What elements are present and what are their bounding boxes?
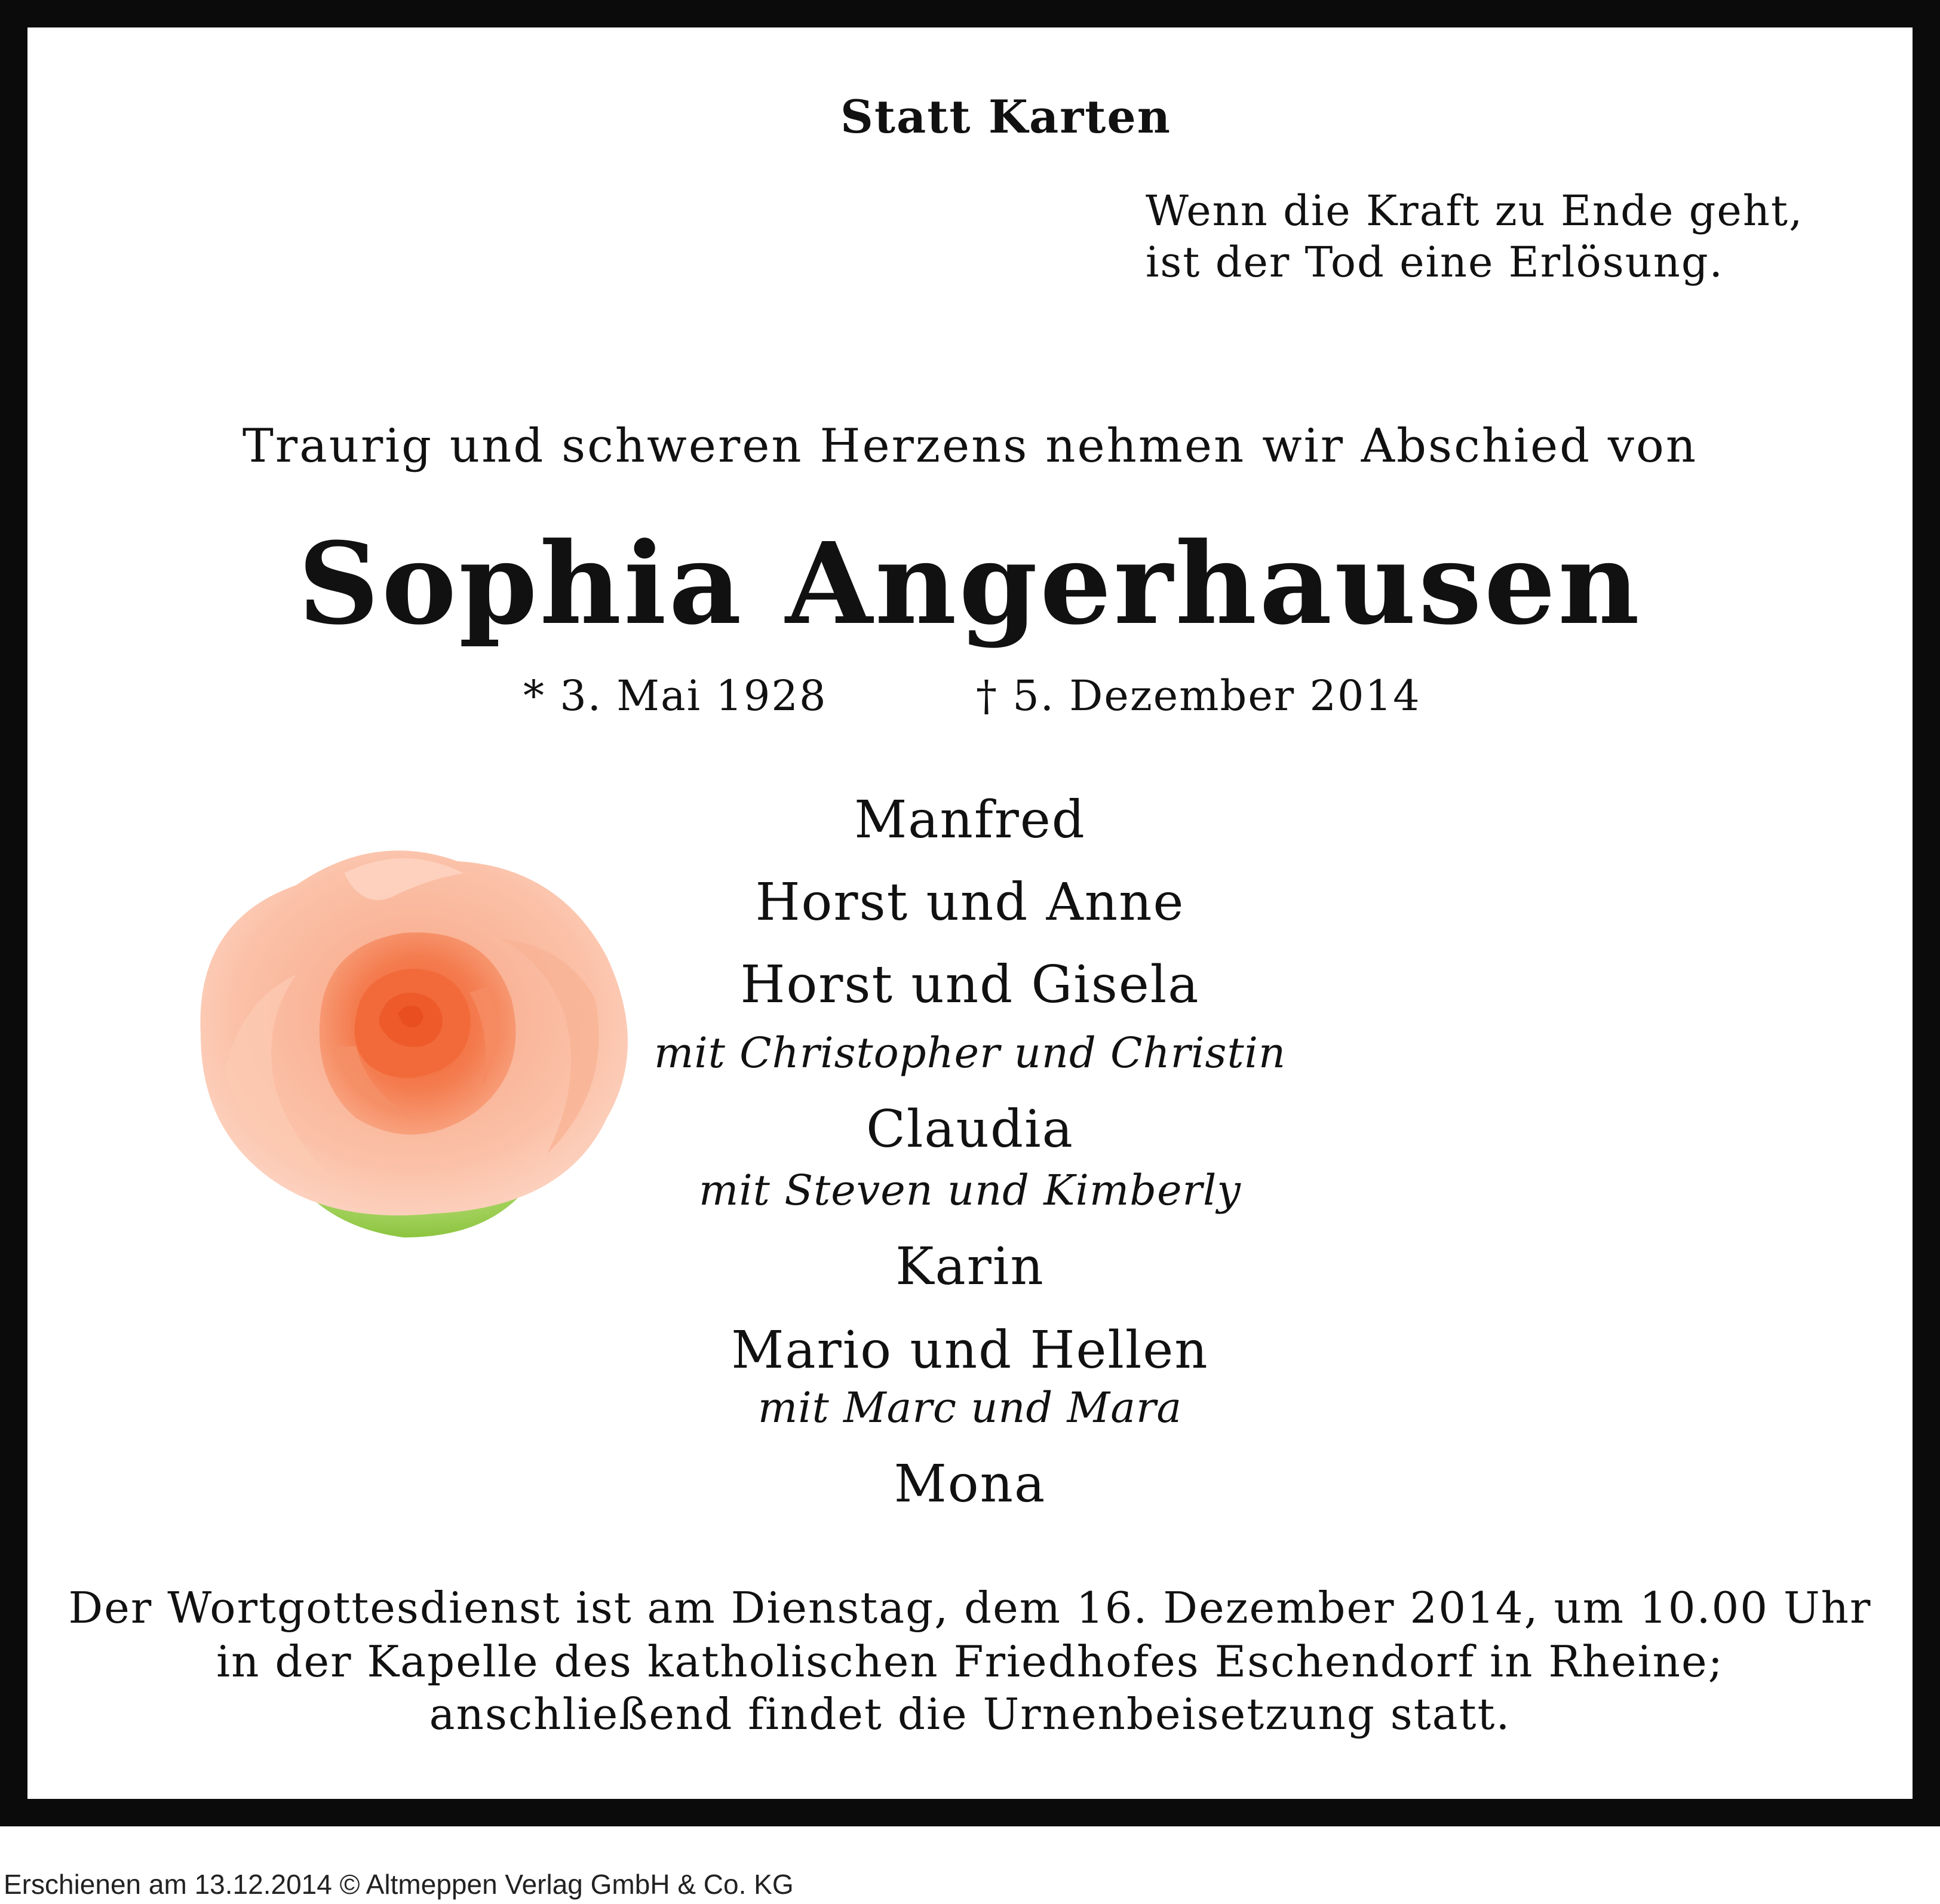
service-line-2: in der Kapelle des katholischen Friedhofes Eschendorf in Rheine; <box>216 1636 1724 1687</box>
mourner-name: Horst und Gisela <box>740 955 1200 1015</box>
intro-line: Traurig und schweren Herzens nehmen wir Abschied von <box>242 419 1698 473</box>
mourner-sub: mit Steven und Kimberly <box>699 1166 1241 1215</box>
death-date: † 5. Dezember 2014 <box>976 671 1421 720</box>
mourner-sub: mit Marc und Mara <box>757 1383 1183 1432</box>
birth-date: * 3. Mai 1928 <box>523 671 827 720</box>
service-line-3: anschließend findet die Urnenbeisetzung statt. <box>429 1689 1511 1739</box>
service-line-1: Der Wortgottesdienst ist am Dienstag, dem 16. Dezember 2014, um 10.00 Uhr <box>68 1583 1872 1633</box>
motto-line-1: Wenn die Kraft zu Ende geht, <box>1146 186 1804 235</box>
mourner-name: Mario und Hellen <box>731 1320 1209 1380</box>
mourner-name: Karin <box>895 1237 1045 1297</box>
deceased-name: Sophia Angerhausen <box>298 518 1642 650</box>
mourner-name: Mona <box>894 1454 1046 1514</box>
mourner-name: Claudia <box>866 1100 1074 1159</box>
mourner-sub: mit Christopher und Christin <box>653 1028 1287 1077</box>
motto-line-2: ist der Tod eine Erlösung. <box>1146 238 1724 287</box>
publication-footer: Erschienen am 13.12.2014 © Altmeppen Verlag GmbH & Co. KG <box>4 1869 794 1900</box>
mourner-name: Horst und Anne <box>755 873 1185 932</box>
rose-image <box>177 819 643 1261</box>
notice-header: Statt Karten <box>840 90 1171 143</box>
mourner-name: Manfred <box>854 790 1086 850</box>
